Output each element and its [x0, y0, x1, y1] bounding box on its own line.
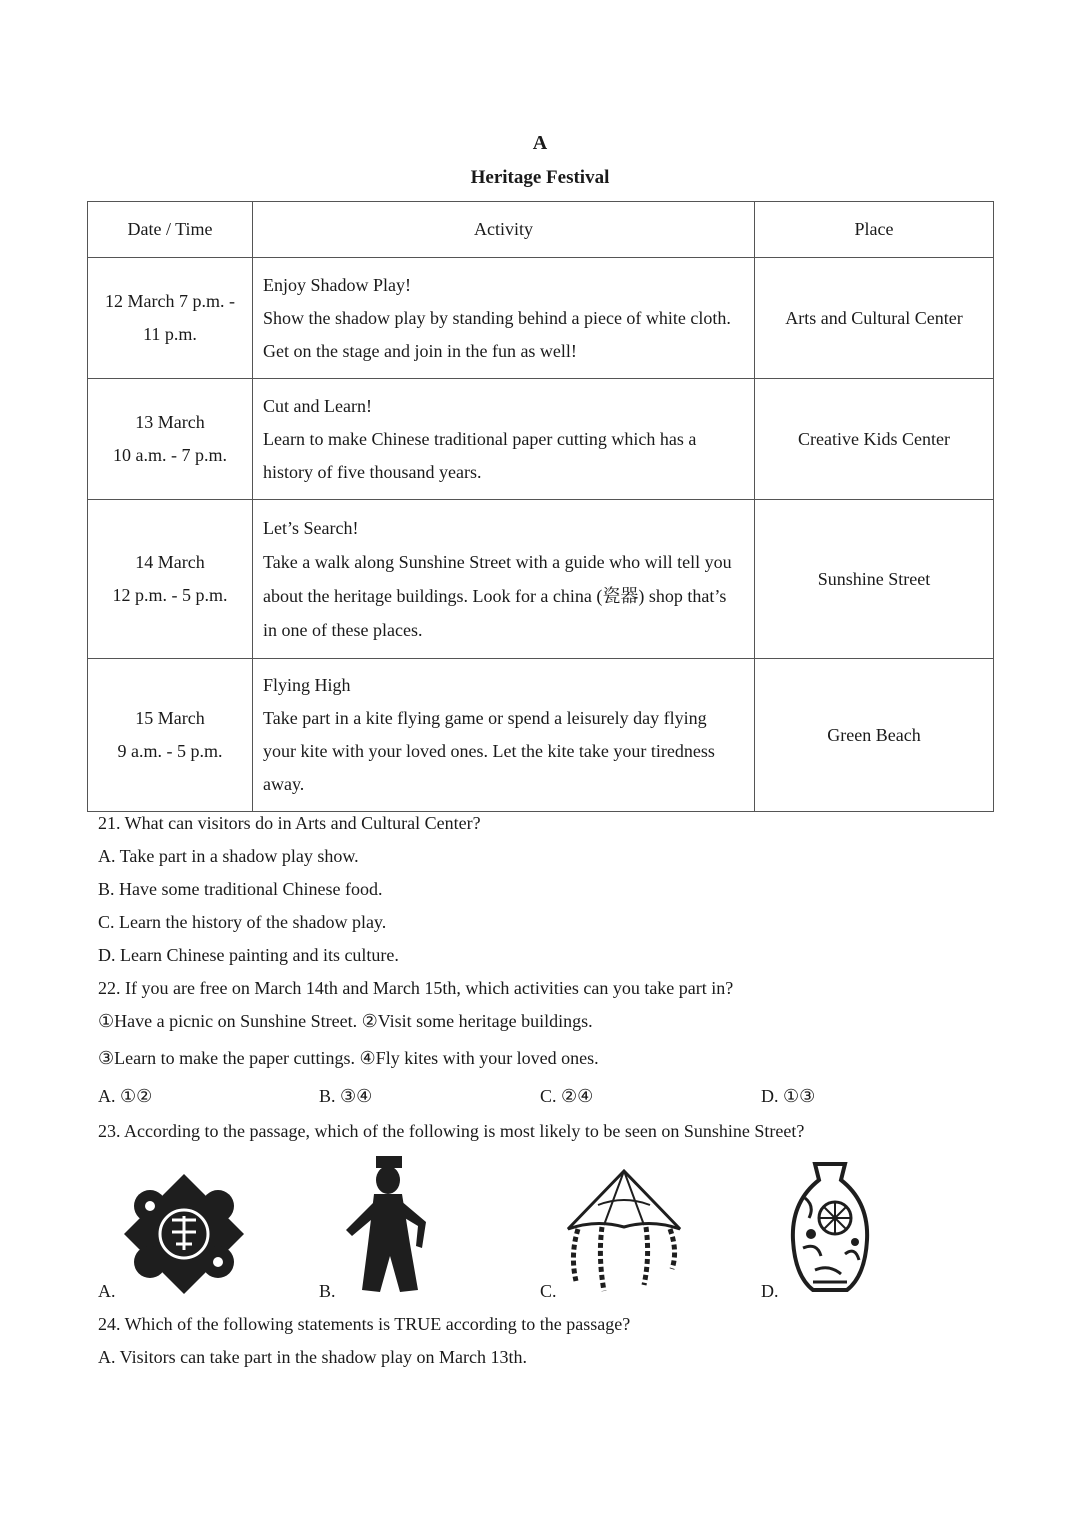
date-line: 13 March: [135, 412, 205, 432]
date-line: 11 p.m.: [143, 324, 197, 344]
activity-name: Enjoy Shadow Play!: [263, 274, 411, 295]
question-23-label-b: B.: [319, 1281, 336, 1301]
question-21-option-d: D. Learn Chinese painting and its culture.: [98, 945, 399, 965]
header-place: Place: [755, 202, 994, 258]
activity-cell: [253, 379, 755, 500]
activity-description: Learn to make Chinese traditional paper cutting which has a history of five thousand years.: [263, 428, 697, 482]
table-row: [88, 500, 994, 659]
table-row: [88, 258, 994, 379]
activity-description: Show the shadow play by standing behind a piece of white cloth. Get on the stage and join in the fun as well!: [263, 307, 731, 361]
activity-cell: [253, 659, 755, 812]
activity-name: Let’s Search!: [263, 518, 359, 538]
place-cell: Arts and Cultural Center: [755, 258, 994, 379]
date-cell: [88, 258, 253, 379]
question-22-choices-line-2: ③Learn to make the paper cuttings. ④Fly kites with your loved ones.: [98, 1048, 599, 1068]
question-23-label-c: C.: [540, 1281, 557, 1301]
question-22-choices-line-1: ①Have a picnic on Sunshine Street. ②Visit some heritage buildings.: [98, 1011, 593, 1031]
activity-description: Take a walk along Sunshine Street with a guide who will tell you about the heritage buildings. Look for a china (瓷器) shop that’s in one of these places.: [263, 552, 732, 640]
question-21-stem: 21. What can visitors do in Arts and Cultural Center?: [98, 813, 481, 833]
date-line: 12 p.m. - 5 p.m.: [112, 585, 228, 605]
shadow-puppet-icon: [338, 1152, 438, 1298]
paper-cutting-icon: [120, 1170, 248, 1298]
place-cell: Creative Kids Center: [755, 379, 994, 500]
date-cell: [88, 500, 253, 659]
activity-cell: [253, 500, 755, 659]
date-line: 14 March: [135, 552, 205, 572]
question-21-option-a: A. Take part in a shadow play show.: [98, 846, 359, 866]
table-row: [88, 659, 994, 812]
date-cell: [88, 379, 253, 500]
question-22-option-b: B. ③④: [319, 1086, 373, 1106]
activity-name: Cut and Learn!: [263, 395, 372, 416]
section-letter: A: [532, 132, 548, 154]
question-22-stem: 22. If you are free on March 14th and March 15th, which activities can you take part in?: [98, 978, 734, 998]
date-cell: [88, 659, 253, 812]
table-row: [88, 379, 994, 500]
question-21-option-b: B. Have some traditional Chinese food.: [98, 879, 383, 899]
activity-name: Flying High: [263, 675, 351, 695]
date-line: 9 a.m. - 5 p.m.: [117, 741, 223, 761]
question-23-stem: 23. According to the passage, which of the following is most likely to be seen on Sunshine Street?: [98, 1121, 805, 1141]
question-24-stem: 24. Which of the following statements is TRUE according to the passage?: [98, 1314, 631, 1334]
place-cell: Sunshine Street: [755, 500, 994, 659]
activity-cell: [253, 258, 755, 379]
activity-description: Take part in a kite flying game or spend a leisurely day flying your kite with your loved ones. Let the kite take your tiredness away.: [263, 708, 715, 794]
question-21-option-c: C. Learn the history of the shadow play.: [98, 912, 387, 932]
question-22-option-d: D. ①③: [761, 1086, 816, 1106]
page-title: Heritage Festival: [470, 167, 610, 188]
china-vase-icon: [785, 1158, 875, 1296]
kite-icon: [560, 1165, 685, 1295]
question-23-label-a: A.: [98, 1281, 116, 1301]
header-activity: Activity: [253, 202, 755, 258]
festival-table: [87, 201, 994, 812]
date-line: 12 March 7 p.m. -: [105, 291, 235, 311]
question-22-option-c: C. ②④: [540, 1086, 594, 1106]
table-header-row: [88, 202, 994, 258]
date-line: 15 March: [135, 708, 205, 728]
question-22-option-a: A. ①②: [98, 1086, 153, 1106]
header-date: Date / Time: [88, 202, 253, 258]
question-23-label-d: D.: [761, 1281, 779, 1301]
place-cell: Green Beach: [755, 659, 994, 812]
date-line: 10 a.m. - 7 p.m.: [113, 445, 227, 465]
question-24-option-a: A. Visitors can take part in the shadow play on March 13th.: [98, 1347, 527, 1367]
